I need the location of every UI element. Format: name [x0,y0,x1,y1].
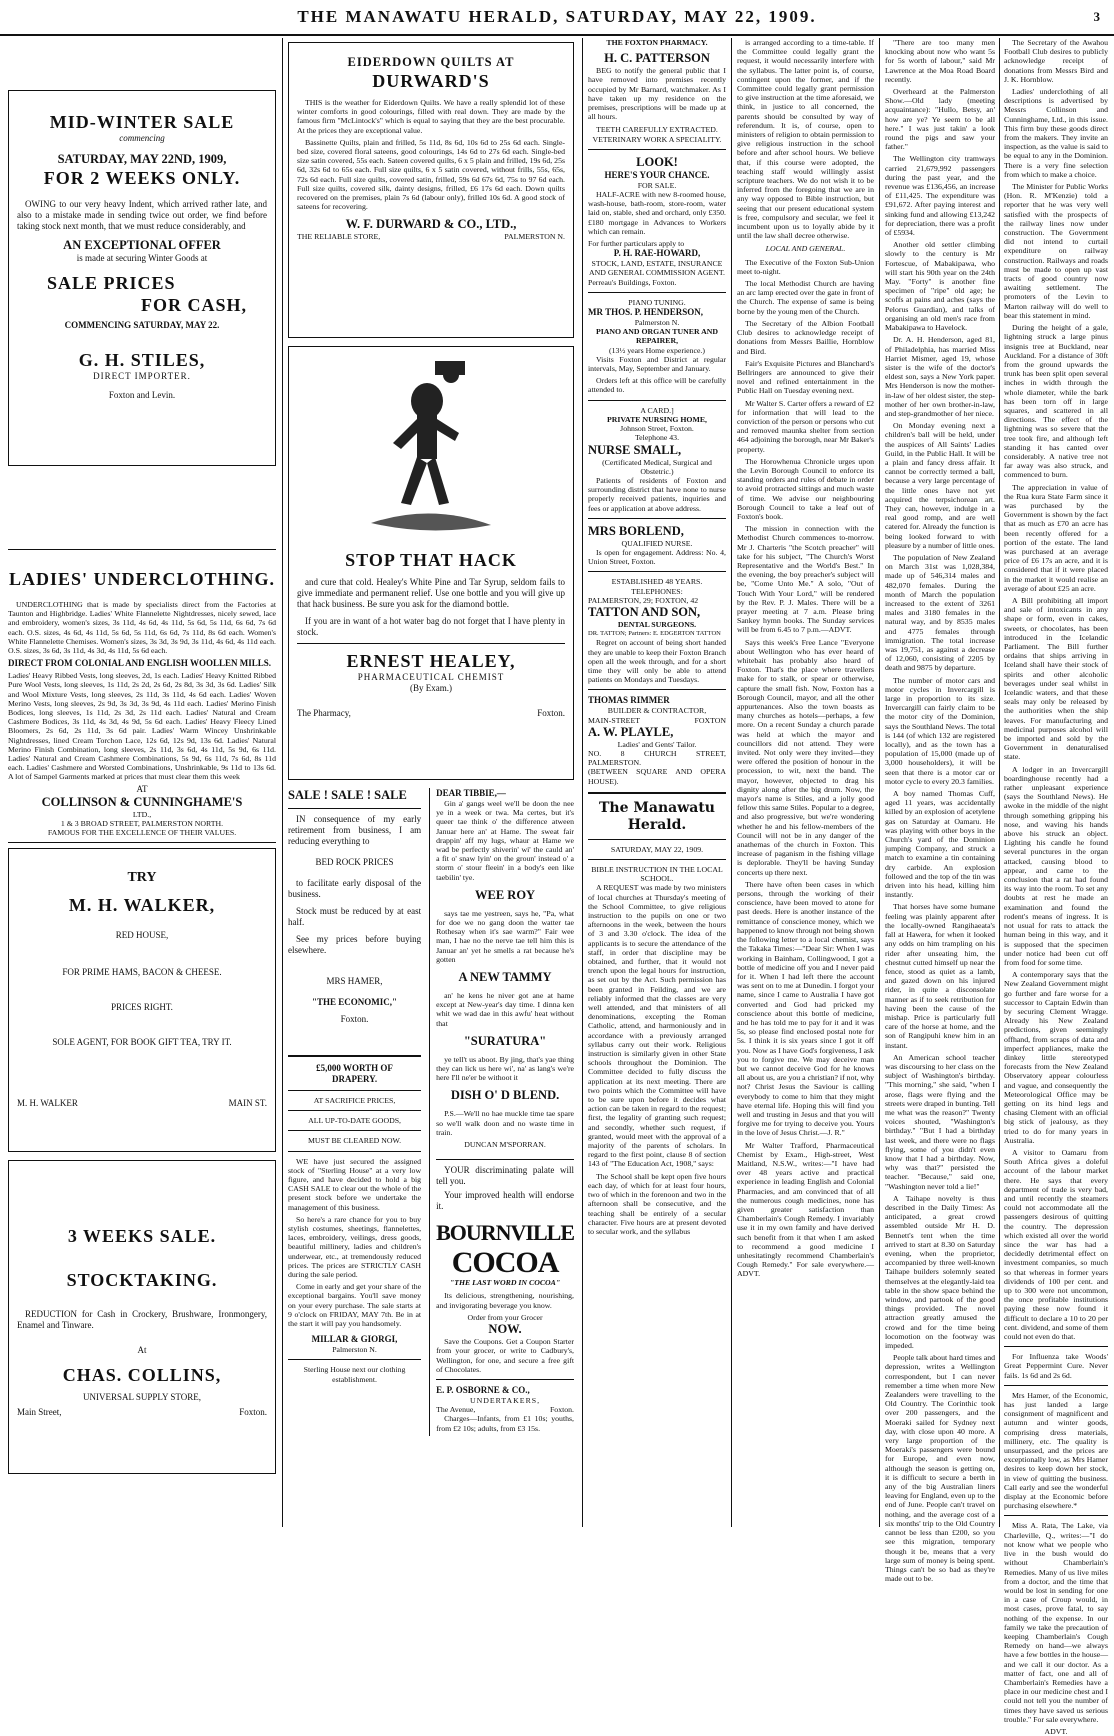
column-4: is arranged according to a time-table. If the Committee could legally grant the request, it would necessarily interfere with the syllabus. The latter point is, of course, contingent upon the former, and if the Committee could legally grant permission to give instruction at the time aforesaid, we think, in justice to all concerned, the parents should be consulted by way of referendum. It is, of course, open to ministers of religion to obtain permission to give religious instruction in the school before and after school hours. We believe that, if this course were adopted, the teaching staff would willingly assist scripture teachers. We do not wish it to be inferred from the foregoing that we are in any way opposed to Bible instruction, but seeing that our present educational system is free, compulsory and secular, we feel it incumbent upon us to loyally abide by it until the law shall decree otherwise. LOCAL AND GENERAL. The Executive of the Foxton Sub-Union meet to-night. The local Methodist Church are having an arc lamp erected over the gate in front of the Church. The expense of same is being borne by the young men of the Church. The Secretary of the Albion Football Club desires to acknowledge receipt of donations from Messrs Baillie, Hornblow and Bird. Fair's Exquisite Pictures and Blanchard's Bellringers are announced to give their novel and refined entertainment in the Public Hall on Tuesday evening next. Mr Walter S. Carter offers a reward of £2 for information that will lead to the conviction of the person or persons who cut and removed maunka shelter from section 464 adjoining the borough, near Mr Baker's property. The Horowhenua Chronicle urges upon the Levin Borough Council to enforce its standing orders and rules of debate in order to avoid protracted sittings and much waste of time. We advise our neighbouring Borough Council to take a leaf out of Foxton's book. The mission in connection with the Methodist Church commences to-morrow. Mr J. Charteris "the Scotch preacher" will take for his subject, "The Church's Worst Representative and the World's Best." In the evening, the boy preacher's subject will be, "Come Unto Me." A solo, "Out of Touch With Your Lord," will be rendered by the Rev. P. J. Males. There will be a prayer meeting at 7 a.m. Please bring Sankey hymn books. The Sunday services will be from 6.45 to 7 p.m.—ADVT. Says this week's Free Lance "Everyone about Wellington who has ever heard of whitebait has probably also heard of Foxton. That's the place where travellers make for to stalk, or spear or otherwise, capture the small fish. Now, Foxton has a Borough Council, mayor, and all the other appurtenances. Also the town boasts as many churches as hotels—perhaps, a few more. On a recent Sunday a church parade was held at which the mayor and councillors did not attend. They were invited. Not only were they invited—they were offered the position of honour in the procession, to wit, next the band. The mayor, however, objected to drag his dignity along after the big drum. Now, the mayor's name is Stiles, and a jolly good fellow this same Stiles. Popular to a degree, and also progressive, but we're wondering whether he and his fellow-members of the Council will not be in any danger of the anathemas of the church in Foxton. This increase of paganism in the fishing village is deplorable. They'll be having Sunday concerts up there next. There have often been cases in which persons, through the working of their conscience, have been moved to atone for past deeds. Here is another instance of the remittance of conscience money, which we happened to know through not being shown the following letter to a local chemist, says the Takaka Times:—"Dear Sir: When I was working in Bainham, Collingwood, I got a bottle of medicine off you and I never paid for it. When I had left there the account was sent on to me at Dunedin. I forgot your name, since I came to Australia I have got converted and God had pricked my conscience about this bottle of medicine, and he has told me to pay for it and it was 5s, so please find enclosed postal note for 5s. I think it is six years since I got it off you. Now as I have God's forgiveness, I ask you to forgive me. We may deceive man but we cannot deceive God for he knows all about us, are you a christian? if not, why not? Christ Jesus the Saviour is calling everybody to come to him that they might have eternal life. Hoping this will find you well and trusting in Jesus and that you will forgive me for trying to deceive you. Yours in the love of Jesus Christ.—J. R." Mr Walter Trafford, Pharmaceutical Chemist by Exam., High-street, West Maitland, N.S.W., writes:—"I have had over 48 years active and practical experience in leading English and Colonial Pharmacies, and am convinced that of all the numerous cough medicines, none has given greater satisfaction than Chamberlain's Cough Remedy. I invariably use it in my own family and have derived such benefit from it that when I am asked to recommend a good medicine I unhesitatingly recommend Chamberlain's Cough Remedy." For sale everywhere.—ADVT. [737,38,874,1279]
news-item: The Secretary of the Awahou Football Club desires to publicly acknowledge receipt of donations from Messrs Bird and J. K. Hornblow. [1004,38,1108,84]
news-item: The number of motor cars and motor cycles in Invercargill is large in proportion to its size. Invercargill can fairly claim to be the motor city of the Dominion, says the Southland News. The total is 144 (of which 132 are registered locally), and as the town has a population of 15,000 (made up of 3,000 householders), it will be seen that there is a motor car or motor cycle to every 20.3 families. [885,675,995,786]
column-rule [582,38,583,1527]
ad-durward: EIDERDOWN QUILTS AT DURWARD'S THIS is the weather for Eiderdown Quilts. We have a really splendid lot of these winter comforts in good colourings, filled with real down. They are made by the famous firm "McLintock's" which is equal to saying that they are the best procurable. At the prices they are exceptional value. Bassinette Quilts, plain and frilled, 5s 11d, 8s 6d, 10s 6d to 25s 6d each. Single-bed size, covered floral sateens, good colourings, 14s 6d to 27s 6d each. Single-bed size satin covered, 55s each. Sateen covered quilts, 6 x 5 plain and frilled, 19s 6d, 25s 6d, 32s 6d to 65s each. Full size quilts, 6 x 5 satin covered, without frills, 55s, 65s, 72s 6d each. Full size quilts, covered satin, frilled, 59s 6d 67s 6d, 75s to 97 6d each. Full size quilts, covered silk, dainty designs, frilled, £6 17s 6d each. Down quilts recovered on the premises, plain 7s 6d (labour only), frilled 10s 6d. A good stock of sateens for recovering. W. F. DURWARD & CO., LTD., THE RELIABLE STORE, PALMERSTON N. [288,42,574,338]
cocoa-logo: COCOA [451,1246,559,1280]
news-item: A Bill prohibiting all import and sale of intoxicants in any shape or form, even in cakes, sweets, or chocolates, has been introduced in the Icelandic Parliament. The Bill further ordains that ships arriving in Iceland shall have their stock of spirits and other alcoholic beverages under seal whilst in Icelandic waters, and that these seals may only be released by the authorities when the ship leaves. For manufacturing and medicinal purposes alcohol will be imported and sold by the Government in denaturalised state. [1004,595,1108,762]
news-item: The Minister for Public Works (Hon. R. M'Kenzie) told a reporter that he was very well satisfied with the prospects of the railway lines now under construction. The Government did not intend to curtail expenditure on railway construction. Railways and roads must be made to open up vast tracts of good country now awaiting settlement. The promoters of the Levin to Marton railway will do well to bear this statement in mind. [1004,182,1108,320]
news-item: Overheard at the Palmerston Show.—Old lady (meeting acquaintance): "Hullo, Betsy, an' how are ye? Ye seem to be all here." I was just takin' a look round the pigs and saw your father." [885,87,995,152]
news-item: A boy named Thomas Cuff, aged 11 years, was accidentally killed by an explosion of acetylene gas on Saturday at Oamaru. He was playing with other boys in the Church's yard of the Dominion jumping Company, and struck a match to examine a tin containing dry carbide. An explosion followed and the top of the tin was driven into his head, killing him instantly. [885,789,995,900]
column-6: The Secretary of the Awahou Football Club desires to publicly acknowledge receipt of donations from Messrs Bird and J. K. Hornblow. Ladies' underclothing of all descriptions is advertised by Messrs Collinson and Cunninghame, Ltd., in this issue. This firm buy these goods direct from the makers. They invite an inspection, as the value is said to be equal to any in the Dominion. There is a very fine selection from which to make a choice. The Minister for Public Works (Hon. R. M'Kenzie) told a reporter that he was very well satisfied with the prospects of the railway lines now under construction. The Government did not intend to curtail expenditure on railway construction. Railways and roads must be made to open up vast tracts of good country now awaiting settlement. The promoters of the Levin to Marton railway will do well to bear this statement in mind. During the height of a gale, lightning struck a large pinus insignis tree at Buckland, near Auckland. For a distance of 30ft from the ground upwards the trunk has been split open several inches in width through the whole diameter, while the bark has been torn off in large squares, and scattered in all directions. The effect of the lightning was so severe that the tree took fire, and although left standing it has canted over considerably. A native tree not far away was also struck, and commenced to burn. The appreciation in value of the Rua kura State Farm since it was purchased by the Government is shown by the fact that as much as £70 an acre has been recently offered for a portion of the estate. The land was purchased at an average price of £6 17s an acre, and it is considered that if it were placed in the market it would realise an average of about £25 an acre. A Bill prohibiting all import and sale of intoxicants in any shape or form, even in cakes, sweets, or chocolates, has been introduced in the Icelandic Parliament. The Bill further ordains that ships arriving in Iceland shall have their stock of spirits and other alcoholic beverages under seal whilst in Icelandic waters, and that these seals may only be released by the authorities when the ship leaves. For manufacturing and medicinal purposes alcohol will be imported and sold by the Government in denaturalised state. A lodger in an Invercargill boardinghouse recently had a rather unpleasant experience (says the Southland News). He awoke in the middle of the night through something gripping his nose, and waving his hands above his struck an object. Lighting his candle he found several punctures in the organ attacked, causing blood to appear, and came to the conclusion that a rat had found its way into the room. To set any doubts at rest he made an examination and found the rodent's means of ingress. It is not usual for rats to attack the human being in this way, and it is supposed that the specimen under notice had been cut off from food for some time. A contemporary says that the New Zealand Government might go further and fare worse for a successor to Captain Edwin than by securing Clement Wragge. Already his New Zealand predictions, given seemingly offhand, from scraps of data and imperfect appliances, make the dinkey little stereotyped forecasts from the New Zealand Observatory appear colourless and vague, and consequently the Meteorological Office may be getting on its hind legs and chasing Clement with an official big stick of jealousy, as they tried to do for many years in Australia. A visitor to Oamaru from South Africa gives a doleful account of the labour market there. He says that every department of trade is very bad, and until recently the steamers could not accommodate all the passengers desirous of quitting the country. The depression which existed all over the world since the war has had a decidedly detrimental effect on investment companies, so much so that whereas in former years dividends of 100 per cent. and up to 300 were not uncommon, the once profitable institutions paying these now found it difficult to declare a 10 to 20 per cent. dividend, and some of them could not even do that. For Influenza take Woods' Great Peppermint Cure. Never fails. 1s 6d and 2s 6d. Mrs Hamer, of the Economic, has just landed a large consignment of magnificent and autumn and winter goods, comprising dress materials, millinery, etc. The quality is unsurpassed, and the prices are exceptionally low, as Mrs Hamer desires to keep down her stock, in view of quitting the business. Call early and see the wonderful display at the Economic before purchasing elsewhere.* Miss A. Rata, The Lake, via Charleville, Q., writes:—"I do not know what we people who live in the bush would do without Chamberlain's Remedies. Many of us live miles from a doctor, and the time that would be lost in sending for one in a case of Croup would, in most cases, prove fatal, to say nothing of the expense. In our family we take the precaution of keeping Chamberlain's Cough Remedy on hand—we always have a few bottles in the house—and we call it our doctor. As a matter of fact, one and all of Chamberlain's Remedies have a place in our medicine chest and I could not tell you the number of times they have saved us serious trouble." For sale everywhere. ADVT. [1004,38,1108,1736]
news-item: The Executive of the Foxton Sub-Union meet to-night. [737,257,874,276]
column-rule [999,38,1000,1527]
ad-walker: TRY M. H. WALKER, RED HOUSE, FOR PRIME HAMS, BACON & CHEESE. PRICES RIGHT. SOLE AGENT, FOR BOOK GIFT TEA, TRY IT. M. H. WALKER MAIN ST. [8,848,276,1152]
column-3: THE FOXTON PHARMACY. H. C. PATTERSON BEG to notify the general public that I have removed into premises recently occupied by Mr Barnard, watchmaker. As I have taken up my residence on the premises, prescriptions will be made up at all hours. TEETH CAREFULLY EXTRACTED. VETERINARY WORK A SPECIALITY. LOOK! HERE'S YOUR CHANCE. FOR SALE. HALF-ACRE with new 8-roomed house, wash-house, bath-room, store-room, water laid on, stable, shed and orchard, only £350. £180 mortgage in Advances to Workers which can remain. For further particulars apply to P. H. RAE-HOWARD, STOCK, LAND, ESTATE, INSURANCE AND GENERAL COMMISSION AGENT. Perreau's Buildings, Foxton. PIANO TUNING. MR THOS. P. HENDERSON, Palmerston N. PIANO AND ORGAN TUNER AND REPAIRER, (13½ years Home experience.) Visits Foxton and District at regular intervals, May, September and January. Orders left at this office will be carefully attended to. A CARD.] PRIVATE NURSING HOME, Johnson Street, Foxton. Telephone 43. NURSE SMALL, (Certificated Medical, Surgical and Obstetric.) Patients of residents of Foxton and surrounding district that have none to nurse properly received patients, inquiries and fees or application at above address. MRS BORLEND, QUALIFIED NURSE. Is open for engagement. Address: No. 4, Union Street, Foxton. ESTABLISHED 48 YEARS. TELEPHONES: PALMERSTON, 29; FOXTON, 42 TATTON AND SON, DENTAL SURGEONS. DR. TATTON; Partners: E. EDGERTON TATTON Regret on account of being short handed they are unable to keep their Foxton Branch open all the week through, and for a short time they will only be able to attend patients on Mondays and Tuesdays. THOMAS RIMMER BUILDER & CONTRACTOR, MAIN-STREET FOXTON A. W. PLAYLE, Ladies' and Gents' Tailor. NO. 8 CHURCH STREET, PALMERSTON. (BETWEEN SQUARE AND OPERA HOUSE). The Manawatu Herald. SATURDAY, MAY 22, 1909. BIBLE INSTRUCTION IN THE LOCAL SCHOOL. A REQUEST was made by two ministers of local churches at Thursday's meeting of the School Committee, to give religious instruction to the pupils on one or two afternoons in the week, between the hours of 3 and 3.30 o'clock. The idea of the applicants is to secure the attendance of the staff, in order that discipline may be obtained, and further, that it would not trench upon the legal hours for instruction, as set out by the Act. Such permission has been granted in Feilding, and we are reliably informed that the classes are very well attended, and that ministers of all denominations, excepting the Roman Catholic, attend, and harmoniously and in accordance with a previously arranged syllabus carry out their work. Religious instruction is similarly given in other State schools throughout the Dominion. The Committee decided to fully discuss the application at its next meeting. There are two points which the Committee will have to be sure upon before it decides what action can be taken in regard to the request; first, the legality of granting such request; and secondly, whether such request, if granted, would meet with the approval of a majority of the parents of scholars. In regard to the first point, clause 8 of section 143 of "The Education Act, 1908," says: The School shall be kept open five hours each day, of which for at least four hours, two of which in the forenoon and two in the afternoon shall be consecutive, and the teaching shall be entirely of a secular character. Five hours are at present devoted to secular work, and the syllabus [588,38,726,1236]
masthead-title: THE MANAWATU HERALD, SATURDAY, MAY 22, 1909. [297,7,817,26]
ad-healey: STOP THAT HACK and cure that cold. Healey's White Pine and Tar Syrup, seldom fails to give immediate and permanent relief. Use one bottle and you will give up that hack business. Be sure you ask for the diamond bottle. If you are in want of a hot water bag do not forget that I have plenty in stock. ERNEST HEALEY, PHARMACEUTICAL CHEMIST (By Exam.) The Pharmacy, Foxton. [288,346,574,780]
page-number: 3 [1093,9,1102,24]
news-item: The local Methodist Church are having an arc lamp erected over the gate in front of the Church. The expense of same is being borne by the young men of the Church. [737,279,874,316]
news-item: The appreciation in value of the Rua kura State Farm since it was purchased by the Government is shown by the fact that as much as £70 an acre has been recently offered for a portion of the estate. The land was purchased at an average price of £6 17s an acre, and it is considered that if it were placed in the market it would realise an average of about £25 an acre. [1004,482,1108,593]
news-item: The Horowhenua Chronicle urges upon the Levin Borough Council to enforce its standing orders and rules of debate in order to avoid protracted sittings and much waste of time. We advise our neighbouring Borough Council to take a leaf out of Foxton's book. [737,456,874,521]
paper-nameplate: The Manawatu Herald. [599,799,715,833]
news-item: The Secretary of the Albion Football Club desires to acknowledge receipt of donations from Messrs Baillie, Hornblow and Bird. [737,318,874,356]
news-item: The mission in connection with the Methodist Church commences to-morrow. Mr J. Charteris "the Scotch preacher" will take for his subject, "The Church's Worst Representative and the World's Best." In the evening, the boy preacher's subject will be, "Come Unto Me." A solo, "Out of Touch With Your Lord," will be rendered by the Rev. P. J. Males. There will be a prayer meeting at 7 a.m. Please bring Sankey hymn books. The Sunday services will be from 6.45 to 7 p.m.—ADVT. [737,524,874,635]
news-item: People talk about hard times and depression, writes a Wellington correspondent, but I can never remember a time when more New Zealanders were travelling to the Old Country. The Corinthic took over 200 passengers, and the Moeraki sailed for Sydney next day, with close upon 40 more. A very large proportion of the Moeraki's passengers were bound for Europe, and even now, although the season is getting on, it is difficult to secure a berth in any of the big Australian liners leaving for England, even up to the end of June. People can't travel on nothing, and the average cost of a six months' trip to the Old Country cannot be less than £200, so you see this migration, temporary though it be, means that a very large sum of money is being spent. Things can't be so bad as they're made out to be. [885,1353,995,1584]
ad-collins: 3 WEEKS SALE. STOCKTAKING. REDUCTION for Cash in Crockery, Brushware, Ironmongery, Enamel and Tinware. At CHAS. COLLINS, UNIVERSAL SUPPLY STORE, Main Street, Foxton. [8,1160,276,1474]
column-5 [885,38,995,1584]
ad-mid-winter-sale: MID-WINTER SALE commencing SATURDAY, MAY 22ND, 1909, FOR 2 WEEKS ONLY. OWING to our very heavy Indent, which arrived rather late, and also to a mistake made in sending twice out order, we find before taking stock next month, that we must reduce considerably, and AN EXCEPTIONAL OFFER is made at securing Winter Goods at SALE PRICES FOR CASH, COMMENCING SATURDAY, MAY 22. G. H. STILES, DIRECT IMPORTER. Foxton and Levin. [8,90,276,466]
news-item: The Wellington city tramways carried 21,679,992 passengers during the past year, and the revenue was £136,456, an increase of £11,425. The expenditure was £91,672. After paying interest and sinking fund and allowing £13,242 for depreciation, there was a profit of £5934. [885,154,995,238]
news-item: Mr Walter Trafford, Pharmaceutical Chemist by Exam., High-street, West Maitland, N.S.W., writes:—"I have had over 48 years active and practical experience in leading English and Colonial Pharmacies, and am convinced that of all the numerous cough medicines, none has given greater satisfaction than Chamberlain's Cough Remedy. I invariably use it in my own family and have derived such benefit from it that when I am asked to recommend a good medicine I unhesitatingly recommend Chamberlain's Cough Remedy." For sale everywhere.—ADVT. [737,1140,874,1279]
news-item: On Monday evening next a children's ball will be held, under the auspices of All Saints' Ladies Guild, in the Public Hall. It will be a plain and fancy dress affair. It cannot be correctly termed a ball, because a very large percentage of the little ones have not yet acquired the terpsichorean art. They can, however, indulge in a real good romp, and are well catered for. Already the function is being looked forward to with pleasure by a number of little ones. [885,421,995,550]
news-item: There have often been cases in which persons, through the working of their conscience, have been moved to atone for past deeds. Here is another instance of the remittance of conscience money, which we happened to know through not being shown the following letter to a local chemist, says the Takaka Times:—"Dear Sir: When I was working in Bainham, Collingwood, I got a bottle of medicine off you and I never paid for it. When I had left there the account was sent on to me at Dunedin. I forgot your name, since I came to Australia I have got converted and God had pricked my conscience about this bottle of medicine, and he has told me to pay for it and it was 5s, so please find enclosed postal note for 5s. I think it is six years since I got it off you. Now as I have God's forgiveness, I ask you to forgive me. We may deceive man but we cannot deceive God for he knows all about us, are you a christian? if not, why not? Christ Jesus the Saviour is calling everybody to come to him that they might have eternal life. Hoping this will find you well and trusting in Jesus and that you will forgive me for trying to deceive you. Yours in the love of Jesus Christ.—J. R." [737,879,874,1138]
news-item: That horses have some humane feeling was plainly apparent after the locally-owned Rangihaeata's fall at Hawera, for when it looked any odds on him trampling on his rider after unseating him, the chestnut cutted himself up near the fence, stood as quiet as a lamb, and gazed down on his injured rider, in quite a disconsolate manner as if to seek retribution for having been the cause of the mishap. Price is particularly full care of the horse at home, and the son of Rangipuhi knew him in an instant. [885,902,995,1050]
column-rule [879,38,880,1527]
news-item: Another old settler climbing slowly to the century is Mr Fortescue, of Mabakipawa, who will start his 90th year on the 24th May. "Forty" is another fine specimen of "ripe" old age; he scoffs at pains and aches (says the Pelorus Guardian), and talks of organising an old men's race from Mabakipawa to Havelock. [885,240,995,333]
news-item: A lodger in an Invercargill boardinghouse recently had a rather unpleasant experience (says the Southland News). He awoke in the middle of the night through something gripping his nose, and waving his hands above his struck an object. Lighting his candle he found several punctures in the organ attacked, causing blood to appear, and came to the conclusion that a rat had found its way into the room. To set any doubts at rest he made an examination and found the rodent's means of ingress. It is not usual for rats to attack the human being in this way, and it is supposed that the specimen under notice had been cut off from food for some time. [1004,764,1108,967]
bournville-logo: BOURNVILLE [436,1220,574,1246]
column-2: EIDERDOWN QUILTS AT DURWARD'S THIS is the weather for Eiderdown Quilts. We have a really splendid lot of these winter comforts in good colourings, filled with real down. They are made by the famous firm "McLintock's" which is equal to saying that they are the best procurable. At the prices they are exceptional value. Bassinette Quilts, plain and frilled, 5s 11d, 8s 6d, 10s 6d to 25s 6d each. Single-bed size, covered floral sateens, good colourings, 14s 6d to 27s 6d each. Single-bed size satin covered, 55s each. Sateen covered quilts, 6 x 5 plain and frilled, 19s 6d, 25s 6d, 32s 6d to 65s each. Full size quilts, 6 x 5 satin covered, without frills, 55s, 65s, 72s 6d each. Full size quilts, covered satin, frilled, 59s 6d 67s 6d, 75s to 97 6d each. Full size quilts, covered silk, dainty designs, frilled, £6 17s 6d each. Down quilts recovered on the premises, plain 7s 6d (labour only), frilled 10s 6d. A good stock of sateens for recovering. W. F. DURWARD & CO., LTD., THE RELIABLE STORE, PALMERSTON N. STOP THAT HACK and cure that cold. Healey's White Pine and Tar Syrup, seldom fails to give immediate and permanent relief. Use one bottle and you will give up that hack business. Be sure you ask for the diamond bottle. If you are in want of a hot water bag do not forget that I have plenty in stock. ERNEST HEALEY, PHARMACEUTICAL CHEMIST (By Exam.) The Pharmacy, Foxton. SALE ! SALE ! SALE IN consequence of my early retirement from business, I am reducing everything to BED ROCK PRICES to facilitate early disposal of the business. Stock must be reduced by at east half. See my prices before buying elsewhere. MRS HAMER, "THE ECONOMIC," Foxton. £5,000 WORTH OF DRAPERY. AT SACRIFICE PRICES, ALL UP-TO-DATE GOODS, MUST BE CLEARED NOW. WE have just secured the assigned stock of "Sterling House" at a very low figure, and have decided to hold a big CASH SALE to clear out the whole of the present stock before we undertake the management of this business. So here's a rare chance for you to buy stylish costumes, sheetings, flannelettes, laces, embroidery, veilings, dress goods, beautiful millinery, ladies and children's underwear, etc., at tremendously reduced prices. The prices are STRICTLY CASH during the sale period. Come in early and get your share of the exceptional bargains. You'll save money on your every purchase. The sale starts at 9 o'clock on FRIDAY, MAY 7th. Be in at the start it will pay you handsomely. MILLAR & GIORGI, Palmerston N. Sterling House next our clothing establishment. DEAR TIBBIE,— Gin a' gangs weel we'll be doon the nee ye in a week or twa. Ma certes, but it's queer tae think o' the difference atween Januar here an' at Hame. The sweat fair drappin' aff my lugs, whaur at Hame we wad be perfectly shiverin' wi' the cauld an' a fit o' snaw lyin' on the groun' instead o' a storm o' stour fleein' in a body's een like taebilin' tye. WEE ROY says tae me yestreen, says he, "Pa, what for doe we no gang doon the watter tae Rothesay when it's sae warm?" Fair wee man, I hae no the nerve tae tell him this is Januar an' yet he smells a rat because he's gotten A NEW TAMMY an' he kens he niver got ane at hame except at New-year's day time. I dinna ken whit we wad dae in this awfu' heat without that "SURATURA" ye tell't us aboot. By jing, that's yae thing they can lick us here wi', na' as lang's we're here I'll ne'er be withoot it DISH O' D BLEND. P.S.—We'll no hae muckle time tae spare so we'll walk doon and no waste time in train. DUNCAN M'SPORRAN. YOUR discriminating palate will tell you. Your improved health will endorse it. BOURNVILLE COCOA "THE LAST WORD IN COCOA" Its delicious, strengthening, nourishing, and invigorating beverage you know. Order from your Grocer NOW. Save the Coupons. Get a Coupon Starter from your grocer, or write to Cadbury's, Wellington, for one, and secure a free gift of Chocolates. E. P. OSBORNE & CO., UNDERTAKERS, The Avenue, Foxton. Charges—Infants, from £1 10s; youths, from £2 10s; adults, from £3 15s. [288,38,574,1527]
news-item: The population of New Zealand on March 31st was 1,028,384, made up of 546,314 males and 482,070 females. During the month of March the population increased to the extent of 3261 males and 3180 females in the natural way, and by 8535 males and 4775 females through immigration. The total increase was 19,751, as against a decrease of 12,060, consisting of 2205 by death and 9875 by departure. [885,552,995,673]
section-heading: LOCAL AND GENERAL. [765,244,846,254]
news-item: Fair's Exquisite Pictures and Blanchard's Bellringers are announced to give their novel and refined entertainment in the Public Hall on Tuesday evening next. [737,358,874,396]
news-item: A contemporary says that the New Zealand Government might go further and fare worse for a successor to Captain Edwin than by securing Clement Wragge. Already his New Zealand predictions, given seemingly offhand, from scraps of data and imperfect appliances, make the dinkey little stereotyped forecasts from the New Zealand Observatory appear colourless and vague, and consequently the Meteorological Office may be getting on its hind legs and chasing Clement with an official big stick of jealousy, as they tried to do for many years in Australia. [1004,970,1108,1145]
news-item: A Taihape novelty is thus described in the Daily Times: As anticipated, a great crowd assembled outside Mr H. D. Bennett's tent when the time arrived to start at 8.30 on Saturday evening, when the proprietor, accompanied by three well-known Taihape builders solemnly seated themselves at the elegantly-laid tea table in the show space behind the window, and partook of the good things provided. The novel attraction greatly amused the crowd and for the time being locomotion on the footway was impeded. [885,1193,995,1351]
news-item: Dr. A. H. Henderson, aged 81, of Philadelphia, has married Miss Harriet Mismer, aged 19, whose sister is the wife of the doctor's eldest son, says a New York paper. Mrs Henderson is now the mother-in-law of her oldest sister, the step-mother of her own brother-in-law, and step-grandmother of her niece. [885,335,995,418]
news-item: A visitor to Oamaru from South Africa gives a doleful account of the labour market there. He says that every department of trade is very bad, and until recently the steamers could not accommodate all the passengers desirous of quitting the country. The depression which existed all over the world since the war has had a decidedly detrimental effect on investment companies, so much so that whereas in former years dividends of 100 per cent. and up to 300 were not uncommon, the once profitable institutions paying these now found it difficult to declare a 10 to 20 per cent. dividend, and some of them could not even do that. [1004,1147,1108,1342]
ad-title: MID-WINTER SALE [49,112,235,132]
ad-ladies-title: LADIES' UNDERCLOTHING. [8,569,276,589]
coughing-man-illustration [331,353,531,543]
news-item: An American school teacher was discoursing to her class on the subject of Washington's birthday. "This morning," she said, "when I arose, flags were flying and the streets were draped in bunting. Tell me what was the reason?" Twenty voices shouted, "Washington's birthday." "But I had a birthday last week, and there were no flags flying, some of you didn't even know that I had a birthday. Now, why was that?" persisted the teacher. "Because," said one, "Washington never told a lie!" [885,1052,995,1191]
column-rule [731,38,732,1527]
news-item: Says this week's Free Lance "Everyone about Wellington who has ever heard of whitebait has probably also heard of Foxton. That's the place where travellers make for to stalk, or spear or otherwise, capture the small fish. Now, Foxton has a Borough Council, mayor, and all the other appurtenances. Also the town boasts as many churches as hotels—perhaps, a few more. On a recent Sunday a church parade was held at which the mayor and councillors did not attend. They were invited. Not only were they invited—they were offered the position of honour in the procession, to wit, next the band. The mayor, however, objected to drag his dignity along after the big drum. Now, the mayor's name is Stiles, and a jolly good fellow this same Stiles. Popular to a degree, and also progressive, but we're wondering whether he and his fellow-members of the Council will not be in any danger of the anathemas of the church in Foxton. This increase of paganism in the fishing village is deplorable. They'll be having Sunday concerts up there next. [737,637,874,877]
news-item: Mr Walter S. Carter offers a reward of £2 for information that will lead to the conviction of the person or persons who cut and removed maunka shelter from section 464 adjoining the borough, near Mr Baker's property. [737,398,874,454]
column-rule [282,38,283,1527]
masthead [0,0,1114,36]
news-item: "There are too many men knocking about now who want 5s for 5s worth of labour," said Mr Lawrence at the Moa Road Board recently. [885,38,995,84]
news-item: During the height of a gale, lightning struck a large pinus insignis tree at Buckland, near Auckland. For a distance of 30ft from the ground upwards the trunk has been split open several inches in width through the whole diameter, while the bark has been torn off in large squares, and scattered in all directions. The effect of the lightning was so severe that the tree took fire, and although left standing it has canted over considerably. A native tree not far away was also struck, and commenced to burn. [1004,323,1108,480]
column-1: MID-WINTER SALE commencing SATURDAY, MAY 22ND, 1909, FOR 2 WEEKS ONLY. OWING to our very heavy Indent, which arrived rather late, and also to a mistake made in sending twice out order, we find before taking stock next month, that we must reduce considerably, and AN EXCEPTIONAL OFFER is made at securing Winter Goods at SALE PRICES FOR CASH, COMMENCING SATURDAY, MAY 22. G. H. STILES, DIRECT IMPORTER. Foxton and Levin. LADIES' UNDERCLOTHING. UNDERCLOTHING that is made by specialists direct from the Factories at Taunton and Highbridge. Ladies' White Flannelette Nightdresses, nicely sewed, lace and embroidery, women's sizes, 3s 11d, 4s 6d, 4s 11d, 5s 6d, 5s 11d, 6s 6d, 7s 6d each. O.S. sizes, 4s 6d, 4s 11d, 5s 6d, 5s 11d, 6s 6d, 7s 11d, 8s 6d each. Women's White Flannelette Chemises. Women's sizes, 3s 3d, 3s 9d, 3s 11d, 4s 6d, 4s 11d each. O.S. sizes, 3s 6d, 3s 11d, 4s 3d, 4s 11d, 5s 6d each. DIRECT FROM COLONIAL AND ENGLISH WOOLLEN MILLS. Ladies' Heavy Ribbed Vests, long sleeves, 2d, 1s each. Ladies' Heavy Knitted Ribbed Pure Wool Vests, long sleeves, 1s 11d, 2s 2d, 2s 6d, 2s 8d, 3s 3d, 3s 6d. Ladies' Silk and Wool Mixture Vests, long sleeves, 2s 11d, 3s 11d, 4s 6d each. Ladies' Woven Merino Vests, long sleeves, 2s 9d, 3s 3d, 3s 9d, 4s 11d each. Ladies' Merino Finish Bodices, long sleeves, 1s 11d, 2s 3d, 2s 11d each. Ladies' Natural and Cream Cashmere Bodices, 3s 11d, 4s 3d, 4s 9d, 5s 6d each. Ladies' Heavy Fleecy Lined Bloomers, 2s 6d, 2s 11d, 3s 6d pair. Ladies' Warm Wincey Unshrinkable Nightdresses, lined Cream Torchon Lace, 12s 6d, 12s 9d, 13s 6d. Ladies' Natural Merino Finish Combination, long sleeves, 2s 11d, 3s 6d, 4s 11d, 5s 9d, 6s 11d. Ladies' Natural and Cream Cashmere Combinations, 5s 9d, 6s 11d, 7s 6d, 8s 11d each. Ladies' Cashmere and Worsted Combinations, Unshrinkable, 9s 11d to 13s 6d. A lot of Sampel Garments marked at prices that must clear them this week AT COLLINSON & CUNNINGHAME'S LTD., 1 & 3 BROAD STREET, PALMERSTON NORTH. FAMOUS FOR THE EXCELLENCE OF THEIR VALUES. TRY M. H. WALKER, RED HOUSE, FOR PRIME HAMS, BACON & CHEESE. PRICES RIGHT. SOLE AGENT, FOR BOOK GIFT TEA, TRY IT. M. H. WALKER MAIN ST. 3 WEEKS SALE. STOCKTAKING. REDUCTION for Cash in Crockery, Brushware, Ironmongery, Enamel and Tinware. At CHAS. COLLINS, UNIVERSAL SUPPLY STORE, Main Street, Foxton. [8,38,276,1527]
news-item: Ladies' underclothing of all descriptions is advertised by Messrs Collinson and Cunninghame, Ltd., in this issue. This firm buy these goods direct from the makers. They invite an inspection, as the value is said to be equal to any in the Dominion. There is a very fine selection from which to make a choice. [1004,87,1108,179]
